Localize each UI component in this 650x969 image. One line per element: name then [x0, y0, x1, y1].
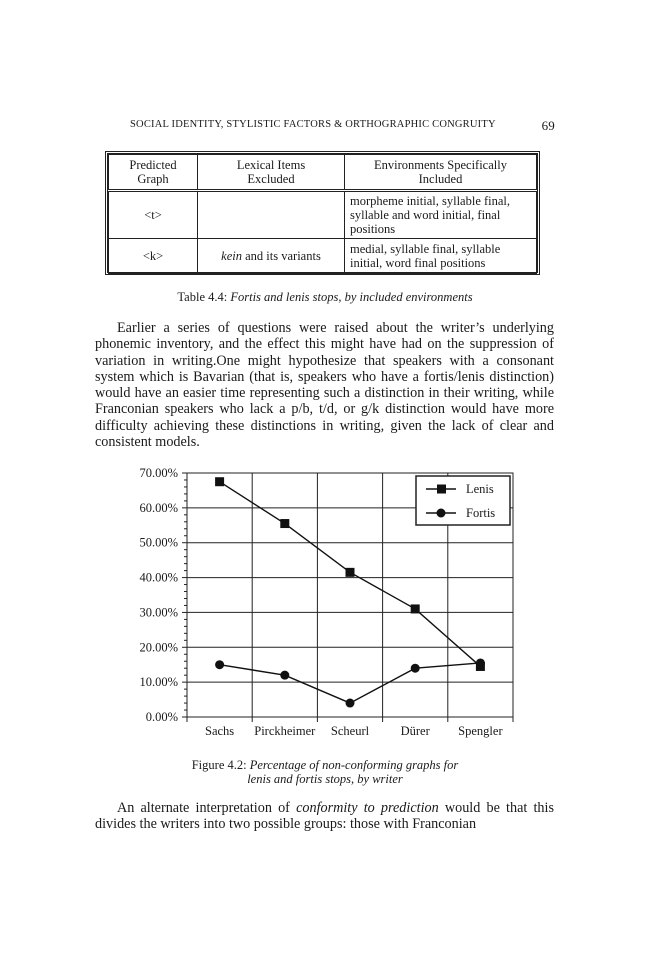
excluded-rest: and its variants [242, 249, 321, 263]
body-paragraph-2 [95, 800, 554, 833]
figure-caption-line2: lenis and fortis stops, by writer [247, 772, 403, 786]
data-point-lenis [280, 519, 289, 528]
table-header-graph: Predicted Graph [109, 155, 198, 191]
table-caption-title: Fortis and lenis stops, by included environments [230, 290, 473, 304]
table-header-environments: Environments Specifically Included [345, 155, 537, 191]
data-point-lenis [346, 568, 355, 577]
data-point-fortis [476, 658, 485, 667]
figure-caption [0, 758, 650, 786]
x-tick-label: Spengler [458, 724, 503, 738]
legend-label-lenis: Lenis [466, 482, 494, 496]
y-tick-label: 50.00% [139, 535, 178, 550]
body-paragraph-1: Earlier a series of questions were raised about the writer’s underlying phonemic inventory, and the effect this might have had on the suppression of variation in writing.One might hypothesize that speakers with a consonant system which is Bavarian (that is, speakers who have a fortis/lenis distinction) would have an easier time representing such a distinction in their writing, while Franconian speakers who lack a p/b, t/d, or g/k distinction would have more difficulty achieving these distinctions in writing, given the lack of clear and consistent models. [95, 320, 554, 451]
data-point-fortis [215, 660, 224, 669]
table-cell-graph: <t> [109, 191, 198, 239]
running-head-text: SOCIAL IDENTITY, STYLISTIC FACTORS & ORTHOGRAPHIC CONGRUITY [130, 119, 496, 130]
table-cell-environments: morpheme initial, syllable final, syllable and word initial, final positions [345, 191, 537, 239]
paragraph-2-end: would be that this divides the writers into two possible groups: those with Franconian [95, 800, 554, 833]
table-cell-graph: <k> [109, 239, 198, 274]
y-tick-label: 60.00% [139, 500, 178, 515]
paragraph-2-italic: conformity to prediction [296, 800, 439, 816]
data-point-lenis [411, 604, 420, 613]
paragraph-2-start: An alternate interpretation of [117, 800, 297, 816]
data-point-fortis [346, 699, 355, 708]
figure-caption-prefix: Figure 4.2: [191, 758, 250, 772]
y-tick-label: 20.00% [139, 640, 178, 655]
data-point-fortis [411, 664, 420, 673]
legend-box [416, 476, 510, 525]
table-header-excluded: Lexical Items Excluded [198, 155, 345, 191]
legend-marker-lenis [437, 485, 446, 494]
legend-label-fortis: Fortis [466, 506, 496, 520]
y-tick-label: 30.00% [139, 605, 178, 620]
series-line-fortis [220, 663, 481, 703]
x-tick-label: Dürer [400, 724, 430, 738]
figure-caption-line1: Percentage of non-conforming graphs for [249, 758, 459, 772]
y-tick-label: 10.00% [139, 675, 178, 690]
data-point-fortis [280, 671, 289, 680]
x-tick-label: Pirckheimer [254, 724, 316, 738]
legend-marker-fortis [437, 509, 446, 518]
table-cell-environments: medial, syllable final, syllable initial, word final positions [345, 239, 537, 274]
x-tick-label: Scheurl [330, 724, 370, 738]
x-tick-label: Sachs [205, 724, 235, 738]
y-tick-label: 40.00% [139, 570, 178, 585]
page-number: 69 [541, 118, 555, 133]
y-tick-label: 0.00% [145, 710, 178, 724]
excluded-italic: kein [221, 249, 242, 263]
table-caption-prefix: Table 4.4: [177, 290, 231, 304]
y-tick-label: 70.00% [139, 466, 178, 480]
data-point-lenis [215, 477, 224, 486]
